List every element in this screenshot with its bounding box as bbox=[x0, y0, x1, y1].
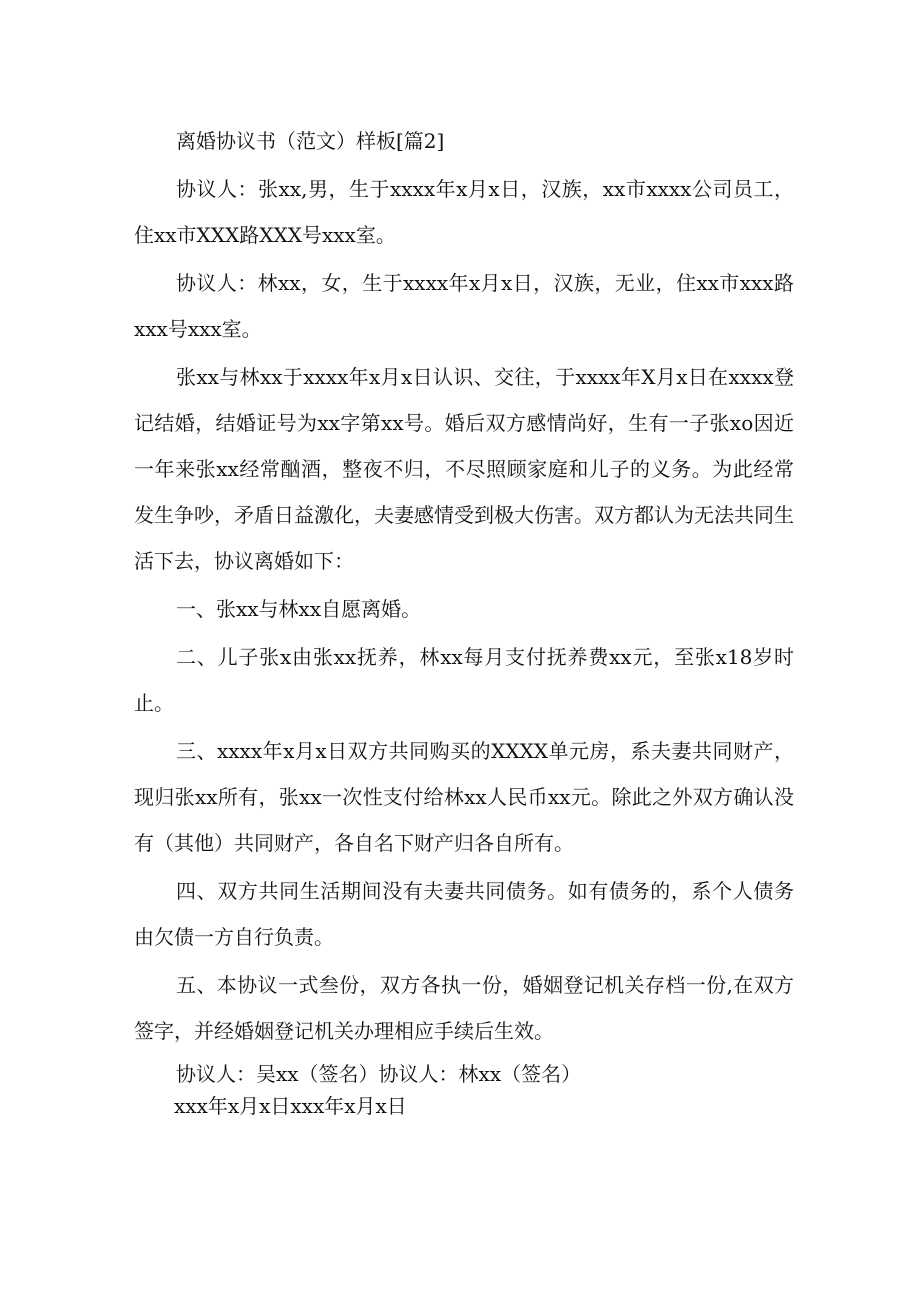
clause-1: 一、张xx与林xx自愿离婚。 bbox=[176, 597, 422, 621]
signature-block bbox=[134, 1058, 794, 1122]
date-line: xxx年x月x日xxx年x月x日 bbox=[174, 1094, 407, 1118]
clause-4: 四、双方共同生活期间没有夫妻共同债务。如有债务的，系个人债务由欠债一方自行负责。 bbox=[134, 879, 794, 949]
clause-2: 二、儿子张x由张xx抚养，林xx每月支付抚养费xx元，至张x18岁时止。 bbox=[134, 645, 794, 715]
clause-3: 三、xxxx年x月x日双方共同购买的XXXX单元房，系夫妻共同财产，现归张xx所有，张xx一次性支付给林xx人民币xx元。除此之外双方确认没有（其他）共同财产，各自名下财产归各自所有。 bbox=[134, 739, 794, 855]
document-title: 离婚协议书（范文）样板[篇2] bbox=[176, 129, 445, 153]
paragraph-background: 张xx与林xx于xxxx年x月x日认识、交往，于xxxx年X月x日在xxxx登记结婚，结婚证号为xx字第xx号。婚后双方感情尚好，生有一子张xo因近一年来张xx经常酗酒，整夜不归，不尽照顾家庭和儿子的义务。为此经常发生争吵，矛盾日益激化，夫妻感情受到极大伤害。双方都认为无法共同生活下去，协议离婚如下： bbox=[134, 365, 794, 573]
clause-5: 五、本协议一式叁份，双方各执一份，婚姻登记机关存档一份,在双方签字，并经婚姻登记机关办理相应手续后生效。 bbox=[134, 973, 794, 1043]
paragraph-party-1: 协议人：张xx,男，生于xxxx年x月x日，汉族，xx市xxxx公司员工，住xx市XXX路XXX号xxx室。 bbox=[134, 177, 794, 247]
paragraph-party-2: 协议人：林xx，女，生于xxxx年x月x日，汉族，无业，住xx市xxx路xxx号xxx室。 bbox=[134, 271, 794, 341]
signature-line: 协议人：吴xx（签名）协议人：林xx（签名） bbox=[176, 1062, 582, 1086]
document-body bbox=[134, 118, 794, 1122]
